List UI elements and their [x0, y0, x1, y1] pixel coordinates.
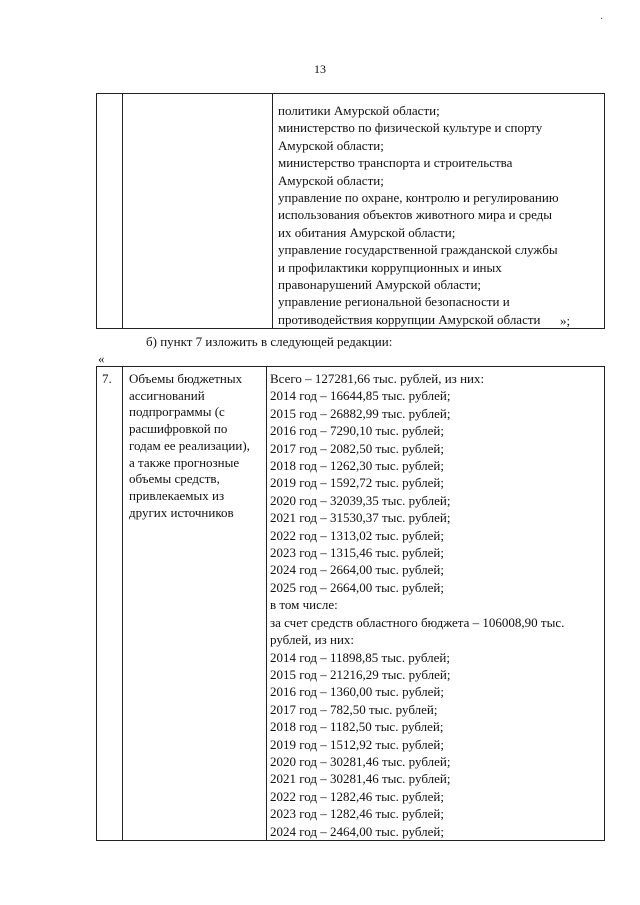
- table2-number-cell: [97, 367, 123, 841]
- table1-description-cell: [123, 94, 273, 329]
- text-line: 2021 год – 31530,37 тыс. рублей;: [270, 510, 451, 526]
- text-line: подпрограммы (с: [129, 404, 225, 420]
- text-line: 2025 год – 2664,00 тыс. рублей;: [270, 579, 444, 595]
- table-item-7: [96, 366, 605, 841]
- table1-number-cell: [97, 94, 123, 329]
- text-line: объемы средств,: [129, 471, 220, 487]
- text-line: ассигнований: [129, 387, 205, 403]
- table-continuation: [96, 93, 605, 329]
- text-line: 2018 год – 1182,50 тыс. рублей;: [270, 719, 444, 735]
- text-line: 2015 год – 21216,29 тыс. рублей;: [270, 666, 451, 682]
- text-line: и профилактики коррупционных и иных: [278, 259, 502, 275]
- corner-mark: ·: [600, 14, 604, 25]
- text-line: противодействия коррупции Амурской области: [278, 311, 541, 327]
- text-line: других источников: [129, 504, 234, 520]
- text-line: в том числе:: [270, 597, 338, 613]
- text-line: 2019 год – 1592,72 тыс. рублей;: [270, 475, 444, 491]
- funding-lines: [267, 367, 604, 840]
- text-line: расшифровкой по: [129, 421, 228, 437]
- text-line: 2019 год – 1512,92 тыс. рублей;: [270, 736, 444, 752]
- text-line: министерство по физической культуре и спорту: [278, 120, 543, 136]
- text-line: Всего – 127281,66 тыс. рублей, из них:: [270, 371, 485, 386]
- opening-quote: «: [98, 351, 105, 366]
- table1-value-cell: [273, 94, 605, 329]
- text-line: 2020 год – 32039,35 тыс. рублей;: [270, 492, 451, 508]
- text-line: за счет средств областного бюджета – 106008,90 тыс.: [270, 614, 565, 630]
- text-line: 2024 год – 2464,00 тыс. рублей;: [270, 823, 444, 839]
- text-line: 2016 год – 7290,10 тыс. рублей;: [270, 423, 444, 439]
- page-number: 13: [314, 62, 326, 76]
- text-line: 2021 год – 30281,46 тыс. рублей;: [270, 771, 451, 787]
- text-line: 2016 год – 1360,00 тыс. рублей;: [270, 684, 444, 700]
- table1-lines: [273, 94, 604, 328]
- text-line: Амурской области;: [278, 172, 384, 188]
- table2-description-cell: [123, 367, 267, 841]
- text-line: их обитания Амурской области;: [278, 224, 456, 240]
- item-description: [123, 367, 266, 521]
- text-line: правонарушений Амурской области;: [278, 277, 482, 293]
- table2-value-cell: [267, 367, 605, 841]
- text-line: 2017 год – 2082,50 тыс. рублей;: [270, 440, 444, 456]
- text-line: 2015 год – 26882,99 тыс. рублей;: [270, 405, 451, 421]
- text-line: министерство транспорта и строительства: [278, 155, 513, 171]
- text-line: управление по охране, контролю и регулированию: [278, 190, 559, 206]
- text-line: 2024 год – 2664,00 тыс. рублей;: [270, 562, 444, 578]
- text-line: использования объектов животного мира и среды: [278, 207, 553, 223]
- text-line: 2014 год – 16644,85 тыс. рублей;: [270, 388, 451, 404]
- text-line: 2020 год – 30281,46 тыс. рублей;: [270, 753, 451, 769]
- text-line: 2017 год – 782,50 тыс. рублей;: [270, 701, 438, 717]
- text-line: а также прогнозные: [129, 454, 240, 470]
- text-line: привлекаемых из: [129, 487, 225, 503]
- text-line: 2022 год – 1313,02 тыс. рублей;: [270, 527, 444, 543]
- item-number: 7.: [102, 371, 112, 386]
- text-line: годам ее реализации),: [129, 437, 250, 453]
- text-line: 2022 год – 1282,46 тыс. рублей;: [270, 788, 444, 804]
- text-line: политики Амурской области;: [278, 103, 440, 118]
- text-line: управление региональной безопасности и: [278, 294, 510, 310]
- text-line: 2018 год – 1262,30 тыс. рублей;: [270, 458, 444, 474]
- text-line: 2023 год – 1282,46 тыс. рублей;: [270, 806, 444, 822]
- text-line: Объемы бюджетных: [129, 371, 243, 386]
- text-line: 2014 год – 11898,85 тыс. рублей;: [270, 649, 450, 665]
- amendment-intro: б) пункт 7 изложить в следующей редакции:: [146, 334, 393, 349]
- text-line: управление государственной гражданской службы: [278, 242, 558, 258]
- text-line: 2023 год – 1315,46 тыс. рублей;: [270, 545, 444, 561]
- closing-quote: »;: [560, 313, 571, 328]
- text-line: рублей, из них:: [270, 632, 355, 648]
- text-line: Амурской области;: [278, 137, 384, 153]
